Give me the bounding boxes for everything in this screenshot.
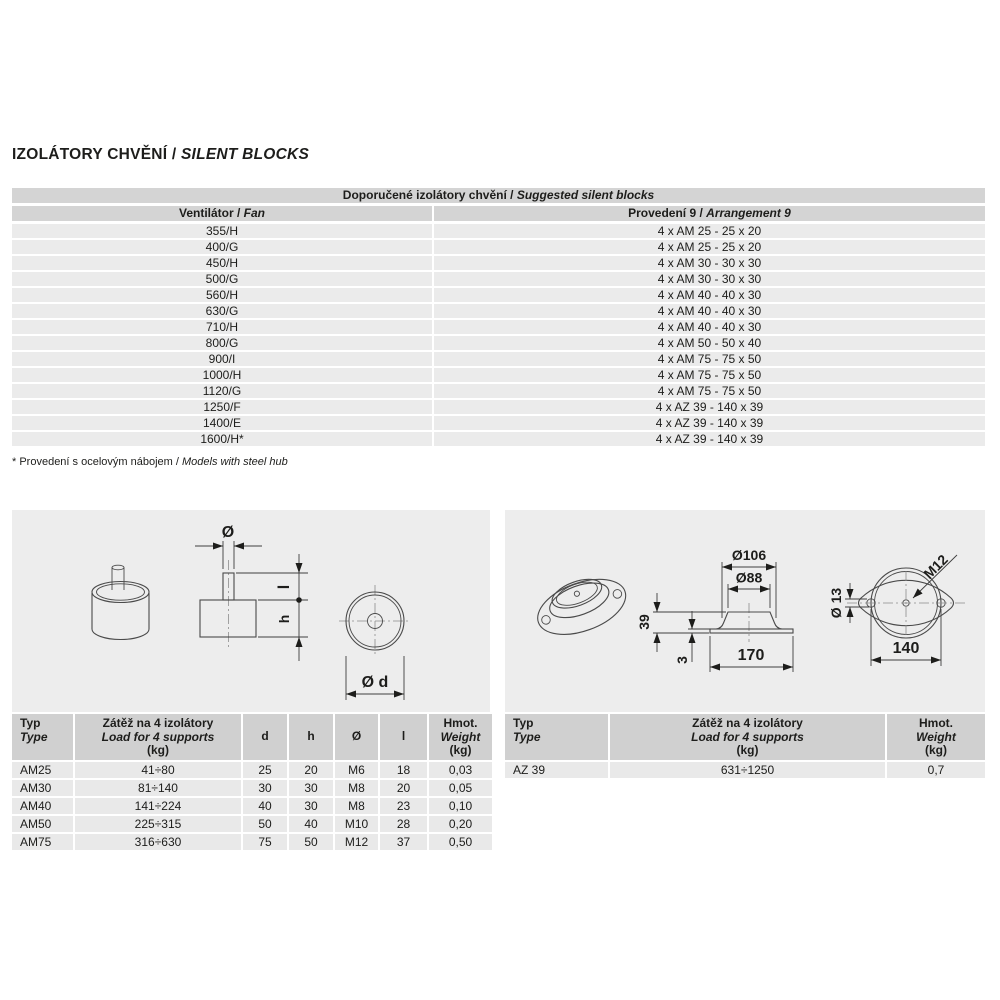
dim-label-l: l	[276, 584, 293, 590]
az-dim-base-width	[710, 636, 793, 672]
footnote-cz: * Provedení s ocelovým nábojem /	[12, 456, 182, 468]
load-cell: 141÷224	[75, 798, 241, 814]
column-header-fan-en: Fan	[243, 206, 266, 220]
table-caption-en: Suggested silent blocks	[516, 188, 655, 202]
footnote	[12, 456, 288, 468]
footnote-en: Models with steel hub	[181, 456, 288, 468]
table-caption	[12, 188, 985, 203]
am-header-l: l	[380, 714, 427, 760]
arrangement-cell: 4 x AZ 39 - 140 x 39	[434, 432, 985, 446]
header-type: Type	[513, 729, 541, 744]
d-cell: 40	[243, 798, 287, 814]
l-cell: 28	[380, 816, 427, 832]
header-load-unit: (kg)	[147, 743, 169, 757]
am-header-weight	[429, 714, 492, 760]
az-side-view	[710, 603, 793, 642]
header-load-unit: (kg)	[736, 743, 759, 757]
table-row	[12, 336, 985, 350]
arrangement-cell: 4 x AZ 39 - 140 x 39	[434, 400, 985, 414]
az-header-type	[505, 714, 608, 760]
table-row	[12, 240, 985, 254]
d-cell: 30	[243, 780, 287, 796]
dim-label-106: Ø106	[731, 547, 767, 563]
arrangement-cell: 4 x AM 75 - 75 x 50	[434, 368, 985, 382]
table-row	[12, 432, 985, 446]
column-header-arrangement-en: Arrangement 9	[706, 206, 791, 220]
az-header-weight	[887, 714, 985, 760]
d-cell: 25	[243, 762, 287, 778]
weight-cell: 0,05	[429, 780, 492, 796]
table-row	[12, 416, 985, 430]
column-header-arrangement	[434, 206, 985, 221]
az-technical-drawing	[505, 510, 985, 712]
dim-label-h: h	[276, 614, 292, 624]
table-caption-cz: Doporučené izolátory chvění /	[342, 188, 517, 202]
dim-label-39: 39	[636, 614, 652, 630]
table-row	[12, 256, 985, 270]
am-header-o: Ø	[335, 714, 378, 760]
d-cell: 50	[243, 816, 287, 832]
fan-cell: 1120/G	[12, 384, 432, 398]
table-row	[12, 352, 985, 366]
arrangement-cell: 4 x AM 30 - 30 x 30	[434, 272, 985, 286]
az-dim-top-inner	[728, 570, 770, 609]
thread-cell: M6	[335, 762, 378, 778]
load-cell: 41÷80	[75, 762, 241, 778]
page-title	[12, 146, 309, 164]
header-weight-unit: (kg)	[449, 743, 472, 757]
fan-cell: 400/G	[12, 240, 432, 254]
thread-cell: M8	[335, 798, 378, 814]
thread-cell: M8	[335, 780, 378, 796]
am-dim-body-diameter	[346, 656, 404, 700]
table-row	[12, 320, 985, 334]
load-cell: 81÷140	[75, 780, 241, 796]
header-weight-unit: (kg)	[925, 743, 947, 757]
h-cell: 30	[289, 798, 333, 814]
az-spec-table	[505, 714, 985, 778]
type-cell: AZ 39	[505, 762, 608, 778]
table-row	[12, 400, 985, 414]
table-row	[12, 272, 985, 286]
header-weight-en: Weight	[440, 729, 481, 744]
header-typ: Typ	[20, 716, 41, 730]
am-technical-drawing	[12, 510, 490, 712]
am-dim-l-h	[236, 554, 308, 661]
fan-cell: 450/H	[12, 256, 432, 270]
d-cell: 75	[243, 834, 287, 850]
arrangement-cell: 4 x AM 30 - 30 x 30	[434, 256, 985, 270]
fan-cell: 630/G	[12, 304, 432, 318]
dim-label-140: 140	[892, 640, 920, 657]
fan-cell: 355/H	[12, 224, 432, 238]
fan-cell: 500/G	[12, 272, 432, 286]
am-top-view	[339, 585, 411, 657]
header-weight-cz: Hmot.	[443, 716, 478, 730]
az-top-view	[847, 568, 965, 638]
header-type: Type	[20, 729, 48, 744]
thread-cell: M12	[335, 834, 378, 850]
arrangement-cell: 4 x AM 40 - 40 x 30	[434, 304, 985, 318]
type-cell: AM25	[12, 762, 73, 778]
arrangement-cell: 4 x AM 75 - 75 x 50	[434, 352, 985, 366]
type-cell: AM30	[12, 780, 73, 796]
am-spec-table	[12, 714, 492, 850]
fan-cell: 1400/E	[12, 416, 432, 430]
arrangement-cell: 4 x AM 25 - 25 x 20	[434, 224, 985, 238]
load-cell: 225÷315	[75, 816, 241, 832]
arrangement-cell: 4 x AM 40 - 40 x 30	[434, 320, 985, 334]
table-body	[12, 224, 985, 446]
weight-cell: 0,10	[429, 798, 492, 814]
dim-label-3: 3	[674, 656, 690, 664]
header-weight-cz: Hmot.	[919, 716, 953, 730]
fan-cell: 710/H	[12, 320, 432, 334]
am-3d-view	[92, 565, 149, 639]
am-drawing-panel	[12, 510, 490, 712]
column-header-fan	[12, 206, 432, 221]
header-load-en: Load for 4 supports	[691, 729, 804, 744]
header-load-en: Load for 4 supports	[101, 729, 215, 744]
weight-cell: 0,20	[429, 816, 492, 832]
weight-cell: 0,03	[429, 762, 492, 778]
am-header-d: d	[243, 714, 287, 760]
page-title-cz: IZOLÁTORY CHVĚNÍ /	[12, 146, 181, 163]
am-header-type	[12, 714, 73, 760]
load-cell: 316÷630	[75, 834, 241, 850]
arrangement-cell: 4 x AZ 39 - 140 x 39	[434, 416, 985, 430]
az-dim-height	[636, 593, 726, 652]
table-row	[12, 368, 985, 382]
weight-cell: 0,7	[887, 762, 985, 778]
table-row	[12, 288, 985, 302]
az-header-load	[610, 714, 885, 760]
am-header-load	[75, 714, 241, 760]
weight-cell: 0,50	[429, 834, 492, 850]
dim-label-88: Ø88	[735, 569, 763, 586]
arrangement-cell: 4 x AM 50 - 50 x 40	[434, 336, 985, 350]
fan-cell: 900/I	[12, 352, 432, 366]
l-cell: 20	[380, 780, 427, 796]
table-row	[12, 224, 985, 238]
dim-label-170: 170	[737, 647, 765, 664]
table-row	[12, 304, 985, 318]
fan-cell: 800/G	[12, 336, 432, 350]
table-row	[12, 384, 985, 398]
page-title-en: SILENT BLOCKS	[180, 146, 310, 163]
header-load-cz: Zátěž na 4 izolátory	[102, 716, 214, 730]
dim-label-m12: M12	[920, 551, 951, 582]
fan-cell: 560/H	[12, 288, 432, 302]
h-cell: 20	[289, 762, 333, 778]
h-cell: 40	[289, 816, 333, 832]
arrangement-cell: 4 x AM 75 - 75 x 50	[434, 384, 985, 398]
fan-cell: 1000/H	[12, 368, 432, 382]
arrangement-cell: 4 x AM 25 - 25 x 20	[434, 240, 985, 254]
h-cell: 30	[289, 780, 333, 796]
h-cell: 50	[289, 834, 333, 850]
fan-cell: 1600/H*	[12, 432, 432, 446]
header-weight-en: Weight	[916, 729, 956, 744]
column-header-arrangement-cz: Provedení 9 /	[628, 206, 707, 220]
am-header-h: h	[289, 714, 333, 760]
l-cell: 37	[380, 834, 427, 850]
type-cell: AM40	[12, 798, 73, 814]
dim-label-13: Ø 13	[828, 587, 844, 619]
type-cell: AM75	[12, 834, 73, 850]
l-cell: 18	[380, 762, 427, 778]
type-cell: AM50	[12, 816, 73, 832]
load-cell: 631÷1250	[610, 762, 885, 778]
header-load-cz: Zátěž na 4 izolátory	[692, 716, 803, 730]
suggested-silent-blocks-table	[12, 188, 985, 448]
thread-cell: M10	[335, 816, 378, 832]
az-3d-view	[530, 567, 634, 645]
az-drawing-panel	[505, 510, 985, 712]
dim-label-body-diameter: Ø d	[361, 674, 389, 691]
arrangement-cell: 4 x AM 40 - 40 x 30	[434, 288, 985, 302]
az-dim-plate-thickness	[674, 611, 711, 664]
column-header-fan-cz: Ventilátor /	[178, 206, 244, 220]
fan-cell: 1250/F	[12, 400, 432, 414]
column-header-row	[12, 206, 985, 221]
dim-label-stud-diameter: Ø	[221, 524, 235, 541]
l-cell: 23	[380, 798, 427, 814]
header-typ: Typ	[513, 716, 534, 730]
